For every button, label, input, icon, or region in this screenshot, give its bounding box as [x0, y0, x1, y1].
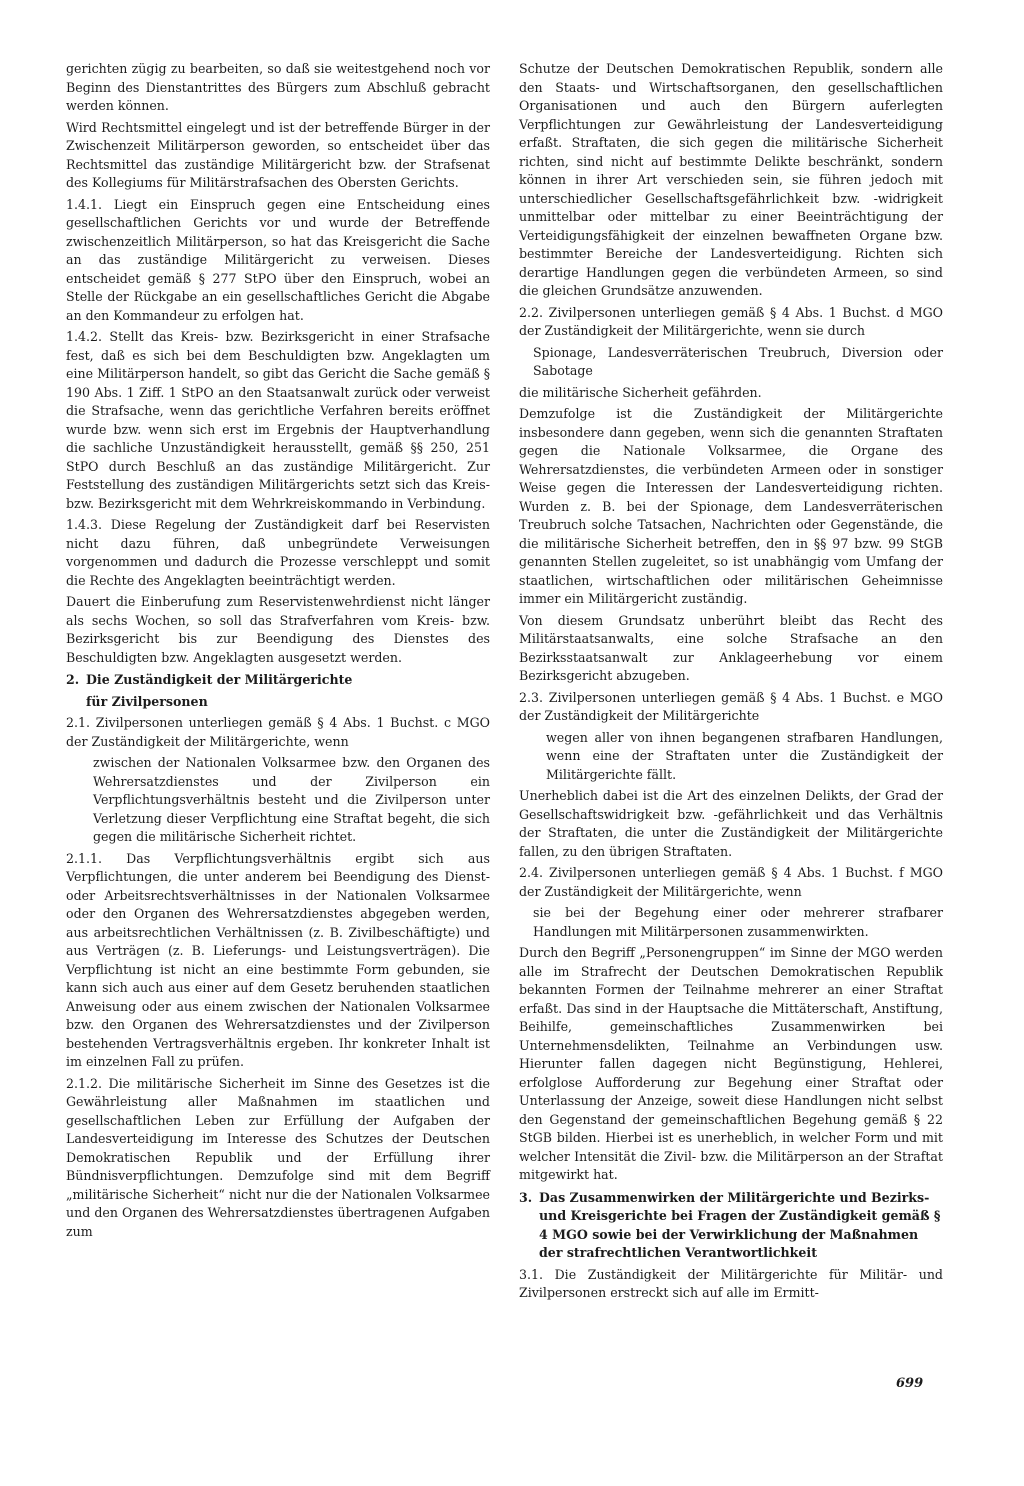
paragraph-2-1-1: 2.1.1. Das Verpflichtungsverhältnis ergibt sich aus Verpflichtungen, die unter anderem bei Beendigung des Dienst- oder Arbeitsrechtsverhältnisses in der Nationalen Volksarmee oder den Organen des Wehrersatzdienstes abgegeben werden, aus arbeitsrechtlichen Verhältnissen (z. B. Zivilbeschäftigte) und aus Verträgen (z. B. Lieferungs- und Leistungsverträgen). Die Verpflichtung ist nicht an eine bestimmte Form gebunden, sie kann sich auch aus einer auf dem Gesetz beruhenden staatlichen Anweisung oder aus einem zwischen der Nationalen Volksarmee bzw. den Organen des Wehrersatzdienstes und der Zivilperson bestehenden Vertragsverhältnis ergeben. Ihr konkreter Inhalt ist im einzelnen Fall zu prüfen. [66, 850, 490, 1069]
paragraph-1-4-3: 1.4.3. Diese Regelung der Zuständigkeit darf bei Reservisten nicht dazu führen, daß unbegründete Verweisungen vorgenommen und dadurch die Prozesse verschleppt und somit die Rechte des Angeklagten beeinträchtigt werden. [66, 517, 490, 588]
paragraph-1-4-2: 1.4.2. Stellt das Kreis- bzw. Bezirksgericht in einer Strafsache fest, daß es sich bei dem Beschuldigten bzw. Angeklagten um eine Militärperson handelt, so gibt das Gericht die Sache gemäß § 190 Abs. 1 Ziff. 1 StPO an den Staatsanwalt zurück oder verweist die Strafsache, wenn das gerichtliche Verfahren bereits eröffnet wurde bzw. wenn sich erst im Ergebnis der Hauptverhandlung die sachliche Unzuständigkeit herausstellt, gemäß §§ 250, 251 StPO durch Beschluß an das zuständige Militärgericht. Zur Feststellung des zuständigen Militärgerichts setzt sich das Kreis- bzw. Bezirksgericht mit dem Wehrkreiskommando in Verbindung. [66, 329, 490, 511]
paragraph-2-1: 2.1. Zivilpersonen unterliegen gemäß § 4 Abs. 1 Buchst. c MGO der Zuständigkeit der Militärgerichte, wenn [66, 715, 490, 749]
indented-condition: zwischen der Nationalen Volksarmee bzw. den Organen des Wehrersatzdienstes und der Zivilperson ein Verpflichtungsverhältnis besteht und die Zivilperson unter Verletzung dieser Verpflichtung eine Straftat begeht, die sich gegen die militärische Sicherheit richtet. [93, 755, 490, 844]
paragraph: Dauert die Einberufung zum Reservistenwehrdienst nicht länger als sechs Wochen, so soll das Strafverfahren vom Kreis- bzw. Bezirksgericht bis zur Beendigung des Dienstes des Beschuldigten bzw. Angeklagten ausgesetzt werden. [66, 594, 490, 665]
left-column [66, 60, 490, 1244]
section-heading-3 [519, 1189, 943, 1263]
section-number: 3. [519, 1189, 533, 1205]
right-column [519, 60, 943, 1306]
paragraph: Von diesem Grundsatz unberührt bleibt das Recht des Militärstaatsanwalts, eine solche Strafsache an den Bezirksstaatsanwalt zur Anklageerhebung vor einem Bezirksgericht abzugeben. [519, 612, 943, 683]
section-heading-2-line2: für Zivilpersonen [86, 693, 208, 709]
paragraph: die militärische Sicherheit gefährden. [519, 384, 762, 400]
paragraph-2-2: 2.2. Zivilpersonen unterliegen gemäß § 4 Abs. 1 Buchst. d MGO der Zuständigkeit der Militärgerichte, wenn sie durch [519, 304, 943, 338]
paragraph: Unerheblich dabei ist die Art des einzelnen Delikts, der Grad der Gesellschaftswidrigkeit bzw. -gefährlichkeit und das Verhältnis der Straftaten, die unter die Zuständigkeit der Militärgerichte fallen, zu den übrigen Straftaten. [519, 788, 943, 859]
indented-condition: Spionage, Landesverräterischen Treubruch, Diversion oder Sabotage [533, 344, 943, 378]
paragraph-3-1: 3.1. Die Zuständigkeit der Militärgerichte für Militär- und Zivilpersonen erstreckt sich auf alle im Ermitt- [519, 1266, 943, 1300]
section-title: Die Zuständigkeit der Militärgerichte [86, 672, 353, 687]
section-number: 2. [66, 672, 80, 687]
section-heading-2 [66, 671, 490, 690]
indented-condition: wegen aller von ihnen begangenen strafbaren Handlungen, wenn eine der Straftaten unter die Zuständigkeit der Militärgerichte fällt. [546, 729, 943, 782]
section-title: Das Zusammenwirken der Militärgerichte und Bezirks- und Kreisgerichte bei Fragen der Zuständigkeit gemäß § 4 MGO sowie bei der Verwirklichung der Maßnahmen der strafrechtlichen Verantwortlichkeit [539, 1189, 941, 1260]
paragraph-2-1-2: 2.1.2. Die militärische Sicherheit im Sinne des Gesetzes ist die Gewährleistung aller Maßnahmen im staatlichen und gesellschaftlichen Leben zur Erfüllung der Aufgaben der Landesverteidigung im Interesse des Schutzes der Deutschen Demokratischen Republik und der Erfüllung ihrer Bündnisverpflichtungen. Demzufolge sind mit dem Begriff „militärische Sicherheit“ nicht nur die der Nationalen Volksarmee und den Organen des Wehrersatzdienstes übertragenen Aufgaben zum [66, 1075, 490, 1239]
paragraph: gerichten zügig zu bearbeiten, so daß sie weitestgehend noch vor Beginn des Dienstantrittes des Bürgers zum Abschluß gebracht werden können. [66, 61, 490, 113]
page-number: 699 [896, 1376, 924, 1391]
paragraph-1-4-1: 1.4.1. Liegt ein Einspruch gegen eine Entscheidung eines gesellschaftlichen Gerichts vor und wurde der Betreffende zwischenzeitlich Militärperson, so hat das Kreisgericht die Sache an das zuständige Militärgericht zu verweisen. Dieses entscheidet gemäß § 277 StPO über den Einspruch, wobei an Stelle der Rückgabe an ein gesellschaftliches Gericht die Abgabe an den Kommandeur zu erfolgen hat. [66, 196, 490, 323]
paragraph-2-3: 2.3. Zivilpersonen unterliegen gemäß § 4 Abs. 1 Buchst. e MGO der Zuständigkeit der Militärgerichte [519, 689, 943, 723]
paragraph: Demzufolge ist die Zuständigkeit der Militärgerichte insbesondere dann gegeben, wenn sich die genannten Straftaten gegen die Nationale Volksarmee, die Organe des Wehrersatzdienstes, die verbündeten Armeen oder in sonstiger Weise gegen die Interessen der Landesverteidigung richten. Wurden z. B. bei der Spionage, dem Landesverräterischen Treubruch solche Tatsachen, Nachrichten oder Gegenstände, die die militärische Sicherheit betreffen, den in §§ 97 bzw. 99 StGB genannten Stellen zugeleitet, so ist unabhängig vom Umfang der staatlichen, wirtschaftlichen oder militärischen Geheimnisse immer ein Militärgericht zuständig. [519, 406, 943, 606]
paragraph: Durch den Begriff „Personengruppen“ im Sinne der MGO werden alle im Strafrecht der Deutschen Demokratischen Republik bekannten Formen der Teilnahme mehrerer an einer Straftat erfaßt. Das sind in der Hauptsache die Mittäterschaft, Anstiftung, Beihilfe, gemeinschaftliches Zusammenwirken bei Unternehmensdelikten, Teilnahme an Verbindungen usw. Hierunter fallen dagegen nicht Begünstigung, Hehlerei, erfolglose Aufforderung zur Begehung einer Straftat oder Unterlassung der Anzeige, soweit diese Handlungen nicht selbst den Gegenstand der gemeinschaftlichen Begehung gemäß § 22 StGB bilden. Hierbei ist es unerheblich, in welcher Form und mit welcher Intensität die Zivil- bzw. die Militärperson an der Straftat mitgewirkt hat. [519, 945, 943, 1182]
paragraph-2-4: 2.4. Zivilpersonen unterliegen gemäß § 4 Abs. 1 Buchst. f MGO der Zuständigkeit der Militärgerichte, wenn [519, 865, 943, 899]
paragraph: Wird Rechtsmittel eingelegt und ist der betreffende Bürger in der Zwischenzeit Militärperson geworden, so entscheidet über das Rechtsmittel das zuständige Militärgericht bzw. der Strafsenat des Kollegiums für Militärstrafsachen des Obersten Gerichts. [66, 119, 490, 190]
indented-condition: sie bei der Begehung einer oder mehrerer strafbarer Handlungen mit Militärpersonen zusammenwirkten. [533, 905, 943, 939]
paragraph: Schutze der Deutschen Demokratischen Republik, sondern alle den Staats- und Wirtschaftsorganen, den gesellschaftlichen Organisationen und auch den Bürgern auferlegten Verpflichtungen zur Gewährleistung der Landesverteidigung erfaßt. Straftaten, die sich gegen die militärische Sicherheit richten, sind nicht auf bestimmte Delikte beschränkt, sondern können in ihrer Art verschieden sein, sie führen jedoch mit unterschiedlicher Gesellschaftsgefährlichkeit bzw. -widrigkeit unmittelbar oder mittelbar zu einer Beeinträchtigung der Verteidigungsfähigkeit der einzelnen bewaffneten Organe bzw. bestimmter Bereiche der Landesverteidigung. Richten sich derartige Handlungen gegen die verbündeten Armeen, so sind die gleichen Grundsätze anzuwenden. [519, 61, 943, 298]
